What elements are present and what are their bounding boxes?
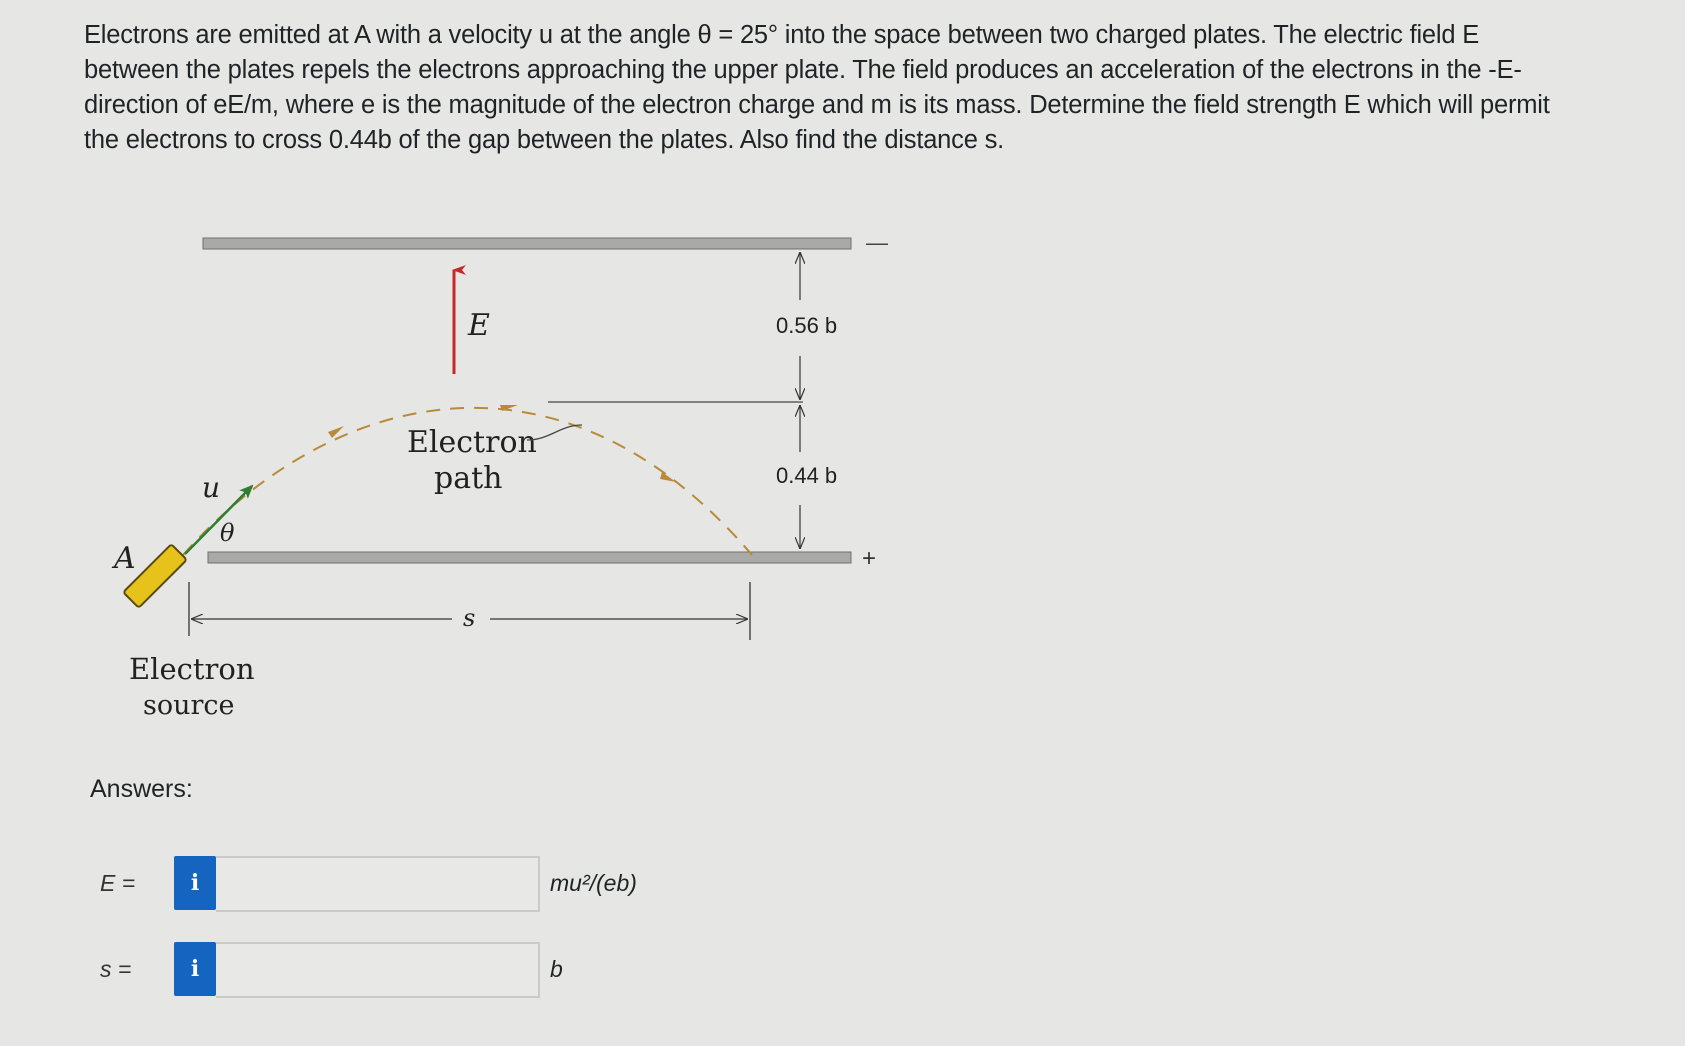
answer-label-e: E =	[100, 870, 136, 896]
info-icon[interactable]: i	[174, 856, 216, 910]
velocity-label: u	[202, 471, 221, 504]
bottom-plate-sign: +	[862, 545, 877, 572]
upper-gap-label: 0.56 b	[776, 313, 838, 338]
point-a-label: A	[114, 541, 136, 576]
problem-line: between the plates repels the electrons approaching the upper plate. The field produces an acceleration of the electrons in the -E-	[84, 56, 1522, 84]
source-label-line1: Electron	[129, 652, 255, 686]
field-label: E	[468, 308, 490, 343]
path-arrowhead	[660, 472, 676, 482]
s-unit: b	[550, 956, 563, 982]
problem-line: the electrons to cross 0.44b of the gap between the plates. Also find the distance s.	[84, 126, 1005, 154]
s-answer-input[interactable]	[216, 942, 540, 998]
answer-label-s: s =	[100, 956, 132, 982]
problem-line: direction of eE/m, where e is the magnitude of the electron charge and m is its mass. Determine the field strength E which will permit	[84, 91, 1550, 119]
path-label-line1: Electron	[407, 425, 537, 460]
lower-gap-label: 0.44 b	[776, 463, 838, 488]
path-label-line2: path	[434, 461, 503, 496]
angle-label: θ	[220, 519, 235, 547]
info-icon[interactable]: i	[174, 942, 216, 996]
answers-heading: Answers:	[90, 775, 193, 803]
top-plate	[203, 238, 851, 249]
distance-label: s	[463, 604, 476, 632]
problem-line: Electrons are emitted at A with a velocity u at the angle θ = 25° into the space between two charged plates. The electric field E	[84, 21, 1480, 49]
bottom-plate	[208, 552, 851, 563]
e-answer-input[interactable]	[216, 856, 540, 912]
e-unit: mu²/(eb)	[550, 870, 637, 896]
top-plate-sign: —	[866, 230, 888, 255]
source-label-line2: source	[143, 690, 235, 721]
